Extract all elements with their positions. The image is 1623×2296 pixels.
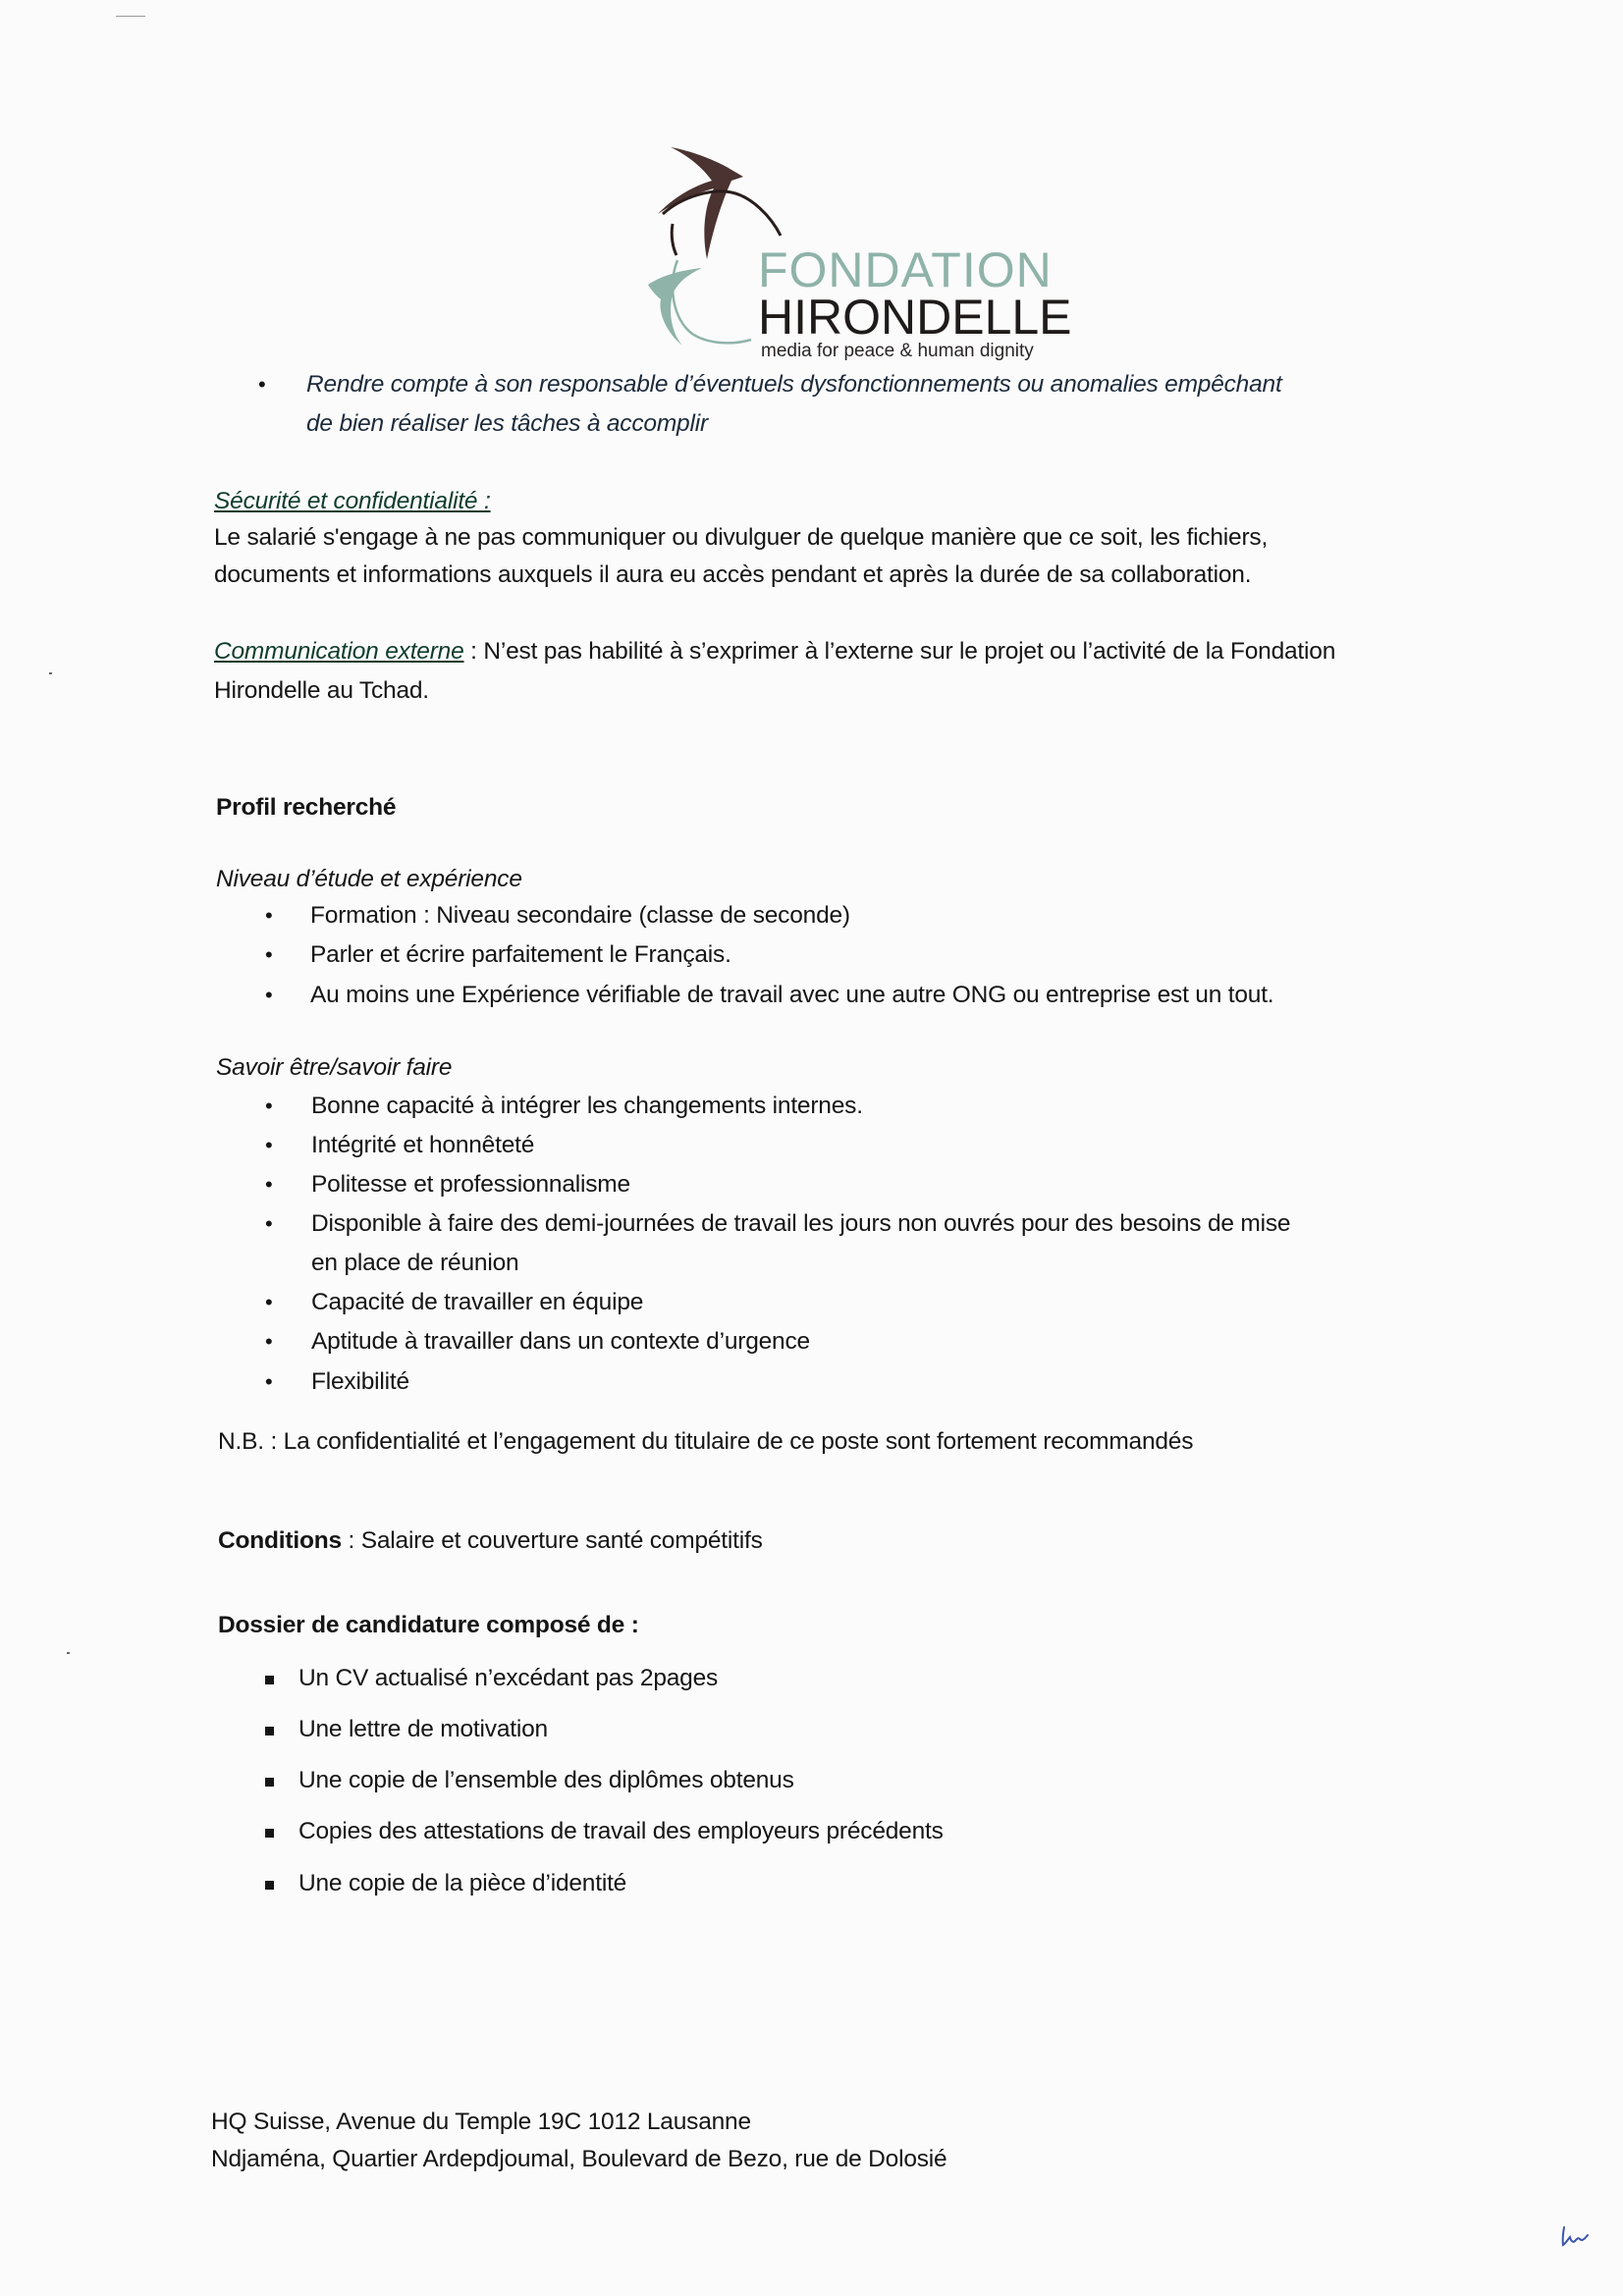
conditions-line: [218, 1522, 763, 1561]
dossier-item: Une copie de l’ensemble des diplômes obtenus: [298, 1767, 794, 1793]
skills-item: Capacité de travailler en équipe: [311, 1289, 644, 1315]
square-bullet-icon: [265, 1778, 274, 1787]
conditions-text: : Salaire et couverture santé compétitifs: [341, 1527, 763, 1554]
square-bullet-icon: [265, 1829, 274, 1838]
scan-speck: [116, 16, 145, 17]
security-heading: Sécurité et confidentialité :: [214, 488, 491, 514]
skills-item: Disponible à faire des demi-journées de travail les jours non ouvrés pour des besoins de mise: [311, 1210, 1291, 1237]
nb-note: N.B. : La confidentialité et l’engagement du titulaire de ce poste sont fortement recommandés: [218, 1428, 1194, 1455]
fondation-hirondelle-logo: [633, 137, 1075, 363]
skills-item-continued: en place de réunion: [311, 1250, 519, 1276]
scan-speck: [67, 1652, 70, 1654]
security-line-2: documents et informations auxquels il aura eu accès pendant et après la durée de sa collaboration.: [214, 561, 1252, 588]
education-item: Formation : Niveau secondaire (classe de seconde): [310, 902, 850, 929]
communication-line-2: Hirondelle au Tchad.: [214, 677, 429, 704]
square-bullet-icon: [265, 1676, 274, 1684]
communication-line-1: [214, 632, 1335, 671]
dossier-item: Un CV actualisé n’excédant pas 2pages: [298, 1665, 719, 1691]
dossier-item: Une copie de la pièce d’identité: [298, 1870, 627, 1896]
top-bullet-line-1: Rendre compte à son responsable d’éventuels dysfonctionnements ou anomalies empêchant: [306, 371, 1282, 398]
skills-item: Flexibilité: [311, 1368, 409, 1395]
conditions-label: Conditions: [218, 1527, 342, 1554]
bullet-dot-icon: •: [265, 1133, 273, 1157]
footer-address-ndjamena: Ndjaména, Quartier Ardepdjoumal, Boulevard de Bezo, rue de Dolosié: [211, 2146, 947, 2172]
skills-subheading: Savoir être/savoir faire: [216, 1054, 453, 1081]
logo-tagline: media for peace & human dignity: [761, 341, 1034, 361]
skills-item: Politesse et professionnalisme: [311, 1171, 630, 1198]
bullet-dot-icon: •: [265, 1211, 273, 1236]
scan-speck: [49, 672, 52, 674]
bullet-dot-icon: •: [265, 983, 273, 1007]
logo-line-fondation: FONDATION: [758, 242, 1053, 297]
dossier-heading: Dossier de candidature composé de :: [218, 1612, 639, 1638]
education-item: Au moins une Expérience vérifiable de travail avec une autre ONG ou entreprise est un tout.: [310, 982, 1274, 1008]
skills-item: Intégrité et honnêteté: [311, 1132, 535, 1158]
communication-text: : N’est pas habilité à s’exprimer à l’externe sur le projet ou l’activité de la Fondation: [463, 638, 1336, 665]
skills-item: Aptitude à travailler dans un contexte d’urgence: [311, 1328, 810, 1355]
education-item: Parler et écrire parfaitement le Français.: [310, 941, 731, 968]
bullet-dot-icon: •: [265, 1172, 273, 1197]
bullet-dot-icon: •: [265, 903, 273, 928]
bullet-dot-icon: •: [265, 1094, 273, 1118]
profile-heading: Profil recherché: [216, 794, 397, 821]
square-bullet-icon: [265, 1881, 274, 1890]
security-line-1: Le salarié s'engage à ne pas communiquer ou divulguer de quelque manière que ce soit, les fichiers,: [214, 524, 1269, 551]
top-bullet-line-2: de bien réaliser les tâches à accomplir: [306, 410, 708, 437]
bullet-dot-icon: •: [265, 942, 273, 967]
footer-address-hq: HQ Suisse, Avenue du Temple 19C 1012 Lausanne: [211, 2109, 751, 2135]
education-subheading: Niveau d’étude et expérience: [216, 866, 522, 892]
logo-line-hirondelle: HIRONDELLE: [758, 290, 1072, 345]
dossier-item: Une lettre de motivation: [298, 1716, 548, 1742]
square-bullet-icon: [265, 1727, 274, 1735]
skills-item: Bonne capacité à intégrer les changements internes.: [311, 1093, 863, 1119]
bullet-dot-icon: •: [258, 372, 266, 397]
bullet-dot-icon: •: [265, 1290, 273, 1314]
handwritten-initials-signature: [1556, 2223, 1596, 2253]
bullet-dot-icon: •: [265, 1369, 273, 1394]
bullet-dot-icon: •: [265, 1329, 273, 1354]
dossier-item: Copies des attestations de travail des employeurs précédents: [298, 1818, 944, 1844]
communication-heading: Communication externe: [214, 638, 464, 665]
